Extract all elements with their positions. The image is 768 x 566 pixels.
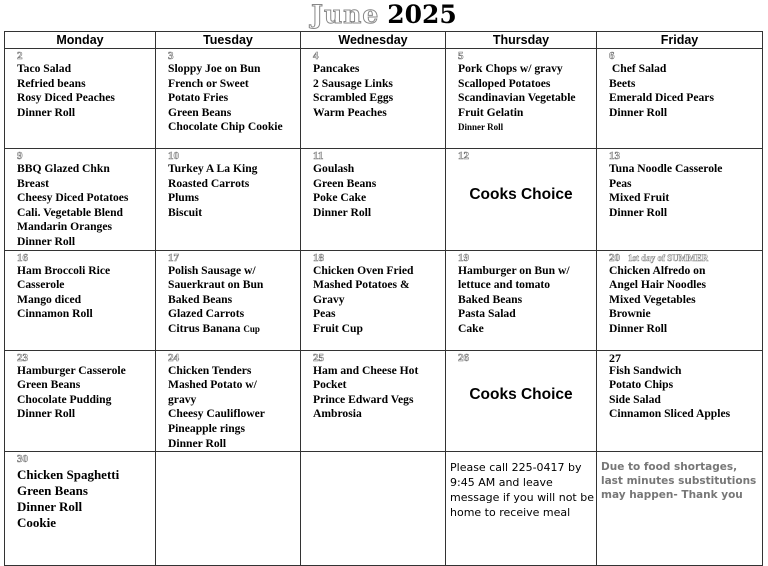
- cooks-choice-label: Cooks Choice: [469, 385, 573, 403]
- menu-items: [609, 62, 762, 120]
- day-number: 30: [17, 453, 28, 466]
- menu-item: Pork Chops w/ gravy: [458, 62, 563, 75]
- menu-item: Green Beans: [17, 483, 88, 499]
- menu-item: Green Beans: [313, 176, 377, 190]
- menu-item: Hamburger Casserole: [17, 363, 126, 377]
- menu-item: Sloppy Joe on Bun: [168, 62, 261, 75]
- menu-item: Green Beans: [17, 378, 81, 392]
- menu-items: [17, 264, 155, 322]
- message-cell: [446, 452, 597, 566]
- menu-item: Peas: [609, 176, 632, 190]
- menu-item: Cake: [458, 321, 484, 335]
- week-row: [5, 49, 763, 149]
- day-number: 18: [313, 251, 324, 264]
- menu-item: Chicken Alfredo on: [609, 263, 706, 277]
- week-row: [5, 452, 763, 566]
- day-number: 26: [458, 351, 469, 364]
- menu-item: Potato Fries: [168, 91, 229, 105]
- menu-item: Turkey A La King: [168, 162, 258, 175]
- menu-item: Fruit Gelatin: [458, 105, 524, 119]
- menu-item: Dinner Roll: [17, 234, 76, 248]
- menu-item: Breast: [17, 176, 49, 190]
- day-cell: [156, 350, 301, 452]
- day-number: 17: [168, 251, 179, 264]
- menu-calendar: [4, 31, 763, 566]
- weekday-header-row: [5, 32, 763, 49]
- menu-item: Dinner Roll: [458, 122, 504, 133]
- day-number: 19: [458, 251, 469, 264]
- menu-item: Scandinavian Vegetable: [458, 91, 576, 105]
- menu-item: 2 Sausage Links: [313, 76, 393, 90]
- day-number: 2: [17, 50, 23, 62]
- cooks-choice-label: Cooks Choice: [469, 186, 573, 203]
- menu-item: Fruit Cup: [313, 321, 363, 335]
- menu-items: [17, 62, 155, 120]
- menu-item: Chef Salad: [609, 62, 667, 75]
- day-cell: [156, 149, 301, 251]
- menu-item: Mixed Vegetables: [609, 292, 696, 306]
- menu-item: Cookie: [17, 515, 56, 531]
- day-cell: [301, 149, 446, 251]
- day-number: 5: [458, 50, 464, 62]
- menu-items: [17, 467, 155, 531]
- menu-items: [609, 162, 762, 220]
- menu-items: [458, 62, 596, 135]
- menu-item: Mandarin Oranges: [17, 220, 113, 234]
- menu-item: Ambrosia: [313, 407, 362, 421]
- menu-items: [168, 62, 300, 135]
- header-wednesday: Wednesday: [301, 32, 446, 49]
- menu-item: Dinner Roll: [609, 105, 668, 119]
- header-tuesday: Tuesday: [156, 32, 301, 49]
- day-number-text: 20: [609, 251, 620, 264]
- day-cell: [5, 452, 156, 566]
- menu-item: Potato Chips: [609, 378, 674, 392]
- menu-item: Angel Hair Noodles: [609, 278, 707, 292]
- day-cell: [5, 49, 156, 149]
- menu-items: [168, 162, 300, 220]
- day-number: 24: [168, 351, 179, 364]
- header-thursday: Thursday: [446, 32, 597, 49]
- menu-item: Warm Peaches: [313, 105, 387, 119]
- day-cell: [446, 350, 597, 452]
- menu-item: Fish Sandwich: [609, 363, 682, 377]
- menu-item: Pineapple rings: [168, 421, 245, 435]
- week-row: [5, 149, 763, 251]
- day-cell: [446, 49, 597, 149]
- menu-item: Ham Broccoli Rice: [17, 263, 111, 277]
- day-number: 11: [313, 150, 324, 162]
- day-number: 23: [17, 351, 28, 364]
- menu-item: Brownie: [609, 307, 651, 321]
- menu-item: Tuna Noodle Casserole: [609, 162, 723, 175]
- day-cell: [156, 250, 301, 350]
- day-number: 4: [313, 50, 319, 62]
- menu-item: Scrambled Eggs: [313, 91, 394, 105]
- day-number: 16: [17, 251, 28, 264]
- calendar-title: [0, 0, 768, 32]
- menu-item: Mashed Potatoes &: [313, 278, 410, 292]
- menu-items: [313, 364, 445, 422]
- day-cell: [5, 149, 156, 251]
- day-number: 10: [168, 150, 179, 162]
- menu-item: French or Sweet: [168, 76, 249, 90]
- day-cell: [446, 149, 597, 251]
- menu-item: Side Salad: [609, 392, 661, 406]
- menu-item: Chicken Tenders: [168, 363, 252, 377]
- menu-item: Green Beans: [168, 105, 232, 119]
- menu-item: Polish Sausage w/: [168, 263, 256, 277]
- menu-item: lettuce and tomato: [458, 278, 551, 292]
- menu-item: Pancakes: [313, 62, 360, 75]
- menu-item: Ham and Cheese Hot: [313, 363, 419, 377]
- day-cell: [5, 250, 156, 350]
- menu-item: Cinnamon Roll: [17, 307, 93, 321]
- day-cell: [597, 49, 763, 149]
- menu-item: Rosy Diced Peaches: [17, 91, 115, 105]
- day-cell: [597, 250, 763, 350]
- menu-item: Mango diced: [17, 292, 82, 306]
- menu-item: Prince Edward Vegs: [313, 392, 414, 406]
- menu-item: [168, 322, 300, 337]
- day-number: 27: [609, 350, 621, 365]
- week-row: [5, 350, 763, 452]
- day-number: 9: [17, 150, 23, 162]
- menu-item: Gravy: [313, 292, 345, 306]
- day-cell: [5, 350, 156, 452]
- menu-item: Mashed Potato w/: [168, 378, 257, 392]
- substitution-notice: Due to food shortages, last minutes substitutions may happen- Thank you: [601, 461, 757, 502]
- menu-item: Biscuit: [168, 205, 203, 219]
- menu-items: [313, 162, 445, 220]
- day-number: 13: [609, 150, 620, 162]
- menu-item: Dinner Roll: [609, 205, 668, 219]
- menu-items: [313, 264, 445, 337]
- month-title: June: [311, 0, 380, 29]
- call-notice: Please call 225-0417 by 9:45 AM and leave message if you will not be home to receive meal: [450, 461, 594, 520]
- menu-item: Casserole: [17, 278, 65, 292]
- menu-item: Chicken Oven Fried: [313, 263, 414, 277]
- menu-item-suffix: Cup: [243, 323, 260, 334]
- day-number: 3: [168, 50, 174, 62]
- menu-item: Chicken Spaghetti: [17, 467, 120, 483]
- menu-item: Cheesy Cauliflower: [168, 407, 265, 421]
- menu-items: [458, 264, 596, 337]
- menu-item: Pocket: [313, 378, 347, 392]
- empty-cell: [156, 452, 301, 566]
- day-number: [609, 252, 762, 264]
- menu-item: Cali. Vegetable Blend: [17, 205, 123, 219]
- menu-item: Pasta Salad: [458, 307, 516, 321]
- week-row: [5, 250, 763, 350]
- menu-items: [609, 364, 762, 422]
- menu-item: Dinner Roll: [17, 407, 76, 421]
- menu-item: gravy: [168, 392, 197, 406]
- day-cell: [156, 49, 301, 149]
- menu-item: Scalloped Potatoes: [458, 76, 551, 90]
- menu-item: Mixed Fruit: [609, 191, 670, 205]
- menu-item-text: Citrus Banana: [168, 321, 241, 335]
- menu-item: Chocolate Chip Cookie: [168, 120, 283, 134]
- menu-item: BBQ Glazed Chkn: [17, 162, 110, 175]
- menu-item: Baked Beans: [168, 292, 233, 306]
- menu-item: Hamburger on Bun w/: [458, 263, 570, 277]
- menu-item: Dinner Roll: [17, 105, 76, 119]
- menu-item: Cheesy Diced Potatoes: [17, 191, 129, 205]
- menu-item: Baked Beans: [458, 292, 523, 306]
- menu-item: Glazed Carrots: [168, 307, 245, 321]
- header-monday: Monday: [5, 32, 156, 49]
- message-cell: [597, 452, 763, 566]
- menu-item: Chocolate Pudding: [17, 392, 112, 406]
- day-cell: [301, 49, 446, 149]
- day-cell: [301, 350, 446, 452]
- menu-item: Emerald Diced Pears: [609, 91, 714, 105]
- year-title: 2025: [387, 0, 457, 29]
- header-friday: Friday: [597, 32, 763, 49]
- menu-items: [168, 364, 300, 452]
- menu-items: [313, 62, 445, 120]
- menu-items: [168, 264, 300, 337]
- day-number: 6: [609, 50, 615, 62]
- empty-cell: [301, 452, 446, 566]
- menu-item: Plums: [168, 191, 199, 205]
- menu-item: Dinner Roll: [17, 499, 83, 515]
- menu-item: Dinner Roll: [168, 436, 227, 450]
- day-cell: [597, 149, 763, 251]
- menu-item: Beets: [609, 76, 636, 90]
- menu-item: Dinner Roll: [313, 205, 372, 219]
- day-cell: [301, 250, 446, 350]
- day-cell: [597, 350, 763, 452]
- day-cell: [446, 250, 597, 350]
- summer-note: 1st day of SUMMER: [628, 252, 709, 263]
- menu-item: Poke Cake: [313, 191, 367, 205]
- menu-items: [17, 364, 155, 422]
- menu-item: Taco Salad: [17, 62, 72, 75]
- menu-item: Peas: [313, 307, 336, 321]
- menu-items: [609, 264, 762, 337]
- day-number: 12: [458, 150, 469, 162]
- day-number: 25: [313, 351, 324, 364]
- menu-item: Dinner Roll: [609, 321, 668, 335]
- menu-item: Roasted Carrots: [168, 176, 250, 190]
- menu-item: Refried beans: [17, 76, 86, 90]
- menu-item: Sauerkraut on Bun: [168, 278, 264, 292]
- menu-item: Cinnamon Sliced Apples: [609, 407, 731, 421]
- menu-items: [17, 162, 155, 250]
- menu-item: Goulash: [313, 162, 355, 175]
